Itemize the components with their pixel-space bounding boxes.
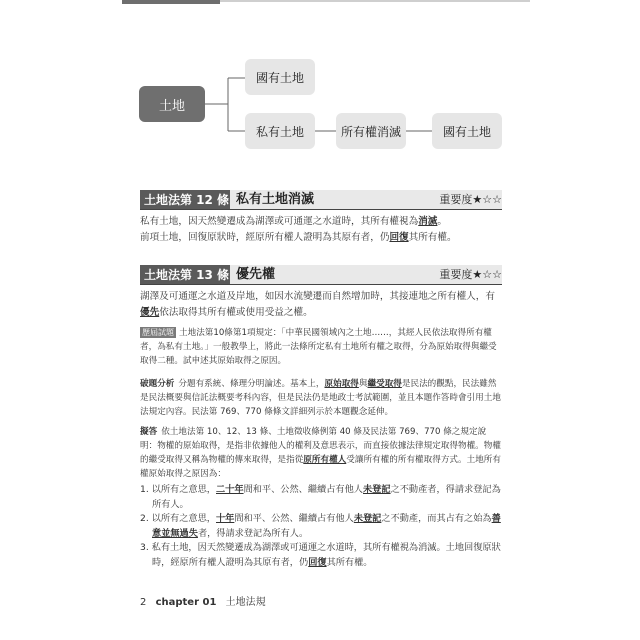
page-number: 2 xyxy=(140,597,147,608)
section-13-header xyxy=(140,265,502,285)
chapter-label: chapter 01 xyxy=(155,597,217,608)
answer-block: 擬答 依土地法第 10、12、13 條、土地徵收條例第 40 條及民法第 769、770 條之規定說明：物權的原始取得，是指非依據他人的權利及意思表示，而直接依據法律規定取得物權。物權的繼受取得又稱為物權的傳來取得，是指從原所有權人受讓所有權的所有權取得方式。土地所有權原始取得之原因為： xyxy=(140,427,501,479)
diagram-connectors xyxy=(0,0,640,200)
section-12-header xyxy=(140,190,502,210)
past-exam-label: 歷屆試題 xyxy=(142,328,174,337)
answer-list xyxy=(140,483,502,570)
diagram-root-land: 土地 xyxy=(139,86,205,122)
analysis-block: 破題分析 分題有系統、條理分明論述。基本上，原始取得與繼受取得是民法的觀點，民法雖然是民法概要與信託法概要考科內容，但是民法仍是地政士考試範圍，並且本題作答時會引用土地法規定內容。民法第 769、770 條條文詳細列示於本題觀念延伸。 xyxy=(140,379,501,417)
diagram-state-land-end: 國有土地 xyxy=(432,113,502,149)
answer-item-1: 1. 以所有之意思，二十年間和平、公然、繼續占有他人未登記之不動產者，得請求登記為所有人。 xyxy=(140,484,501,510)
section-12-title: 私有土地消滅 xyxy=(236,192,315,207)
section-13-importance: 重要度★☆☆ xyxy=(439,268,502,281)
section-12-importance: 重要度★☆☆ xyxy=(439,193,502,206)
answer-item-2: 2. 以所有之意思，十年間和平、公然、繼續占有他人未登記之不動產，而其占有之始為善意並無過失者，得請求登記為所有人。 xyxy=(140,513,501,539)
section-13-line-1: 湖澤及可通運之水道及岸地，如因水流變遷而自然增加時，其接連地之所有權人，有 xyxy=(140,291,495,302)
section-12-tag: 土地法第 12 條 xyxy=(140,190,230,210)
section-12-line-2: 前項土地，回復原狀時，經原所有權人證明為其原有者，仍回復其所有權。 xyxy=(140,231,457,243)
section-13-line-2: 優先依法取得其所有權或使用受益之權。 xyxy=(140,306,313,318)
diagram-private-land: 私有土地 xyxy=(245,113,315,149)
section-13-tag: 土地法第 13 條 xyxy=(140,265,230,285)
section-12-line-1: 私有土地，因天然變遷成為湖澤或可通運之水道時，其所有權視為消滅。 xyxy=(140,216,447,227)
analysis-label: 破題分析 xyxy=(140,379,175,389)
chapter-title: 土地法規 xyxy=(225,597,266,608)
diagram-ownership-extinct: 所有權消滅 xyxy=(336,113,406,149)
diagram-state-land-top: 國有土地 xyxy=(245,59,315,95)
section-13-body xyxy=(140,289,502,320)
answer-label: 擬答 xyxy=(140,427,158,437)
answer-item-3: 3. 私有土地，因天然變遷成為湖澤或可通運之水道時，其所有權視為消滅。土地回復原狀時，經原所有權人證明為其原有者，仍回復其所有權。 xyxy=(140,542,501,568)
past-exam-question: 歷屆試題 土地法第10條第1項規定：「中華民國領域內之土地……，其經人民依法取得所有權者，為私有土地。」一般教學上，將此一法條所定私有土地所有權之取得，分為原始取得與繼受取得二種。試申述其原始取得之原因。 xyxy=(140,328,497,366)
section-13-title: 優先權 xyxy=(236,267,276,282)
section-12-body xyxy=(140,214,502,245)
page-footer xyxy=(140,593,266,608)
